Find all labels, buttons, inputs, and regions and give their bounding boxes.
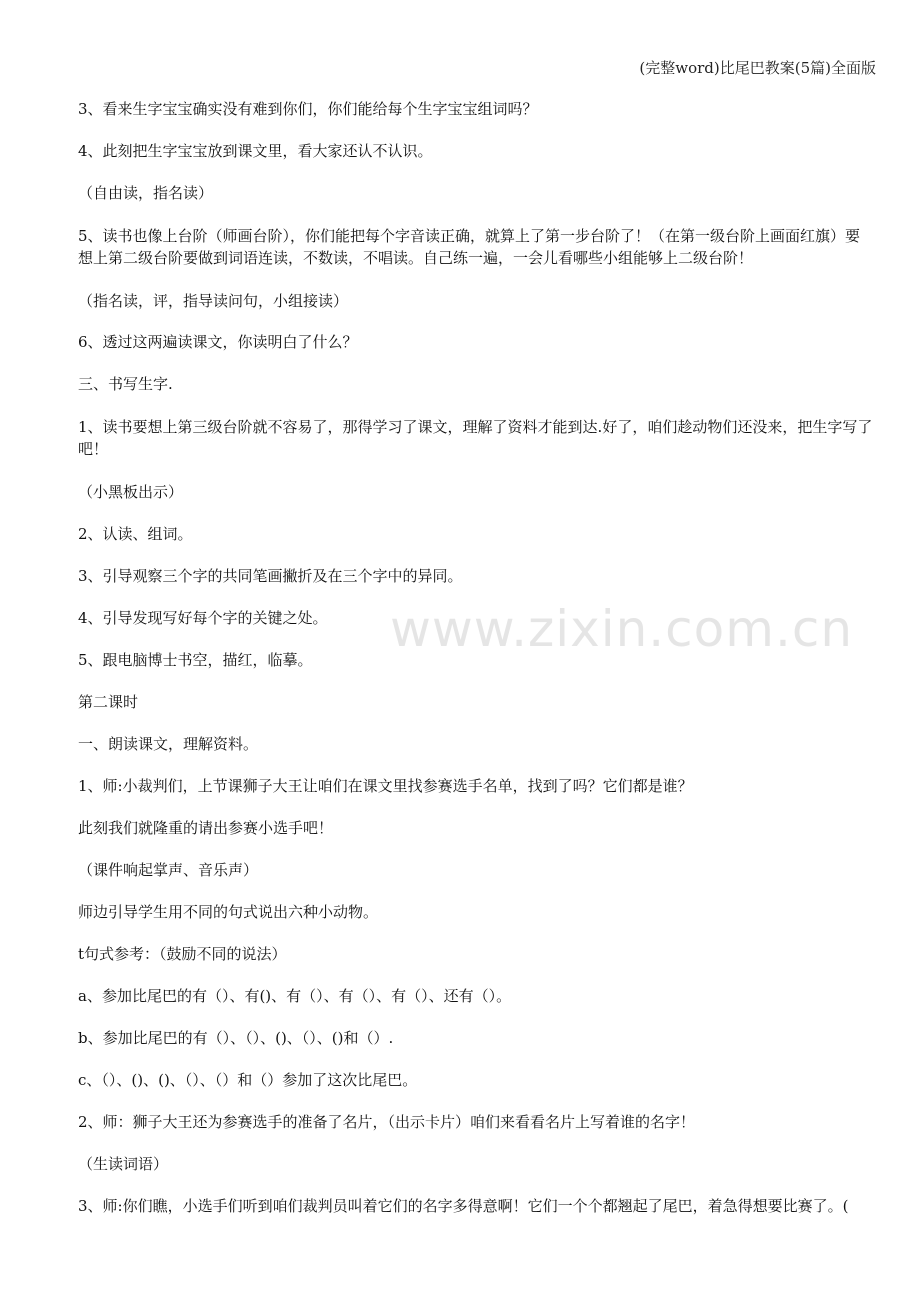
section-heading: 三、书写生字. — [78, 375, 173, 393]
paragraph: 2、认读、组词。 — [78, 525, 193, 543]
paragraph: c、（）、()、()、（）、（）和（）参加了这次比尾巴。 — [78, 1071, 418, 1089]
paragraph: （自由读，指名读） — [78, 184, 214, 202]
paragraph: 5、读书也像上台阶（师画台阶），你们能把每个字音读正确，就算上了第一步台阶了！（在第一级台阶上画面红旗）要想上第二级台阶要做到词语连读，不数读，不唱读。自己练一遍，一会儿看哪些小组能够上二级台阶！ — [78, 227, 861, 267]
paragraph: （生读词语） — [78, 1155, 169, 1173]
paragraph: 3、师:你们瞧，小选手们听到咱们裁判员叫着它们的名字多得意啊！它们一个个都翘起了尾巴，着急得想要比赛了。( — [78, 1197, 849, 1215]
paragraph: 3、引导观察三个字的共同笔画撇折及在三个字中的异同。 — [78, 567, 463, 585]
paragraph: 5、跟电脑博士书空，描红，临摹。 — [78, 651, 313, 669]
paragraph: t句式参考：（鼓励不同的说法） — [78, 945, 287, 963]
paragraph: 1、读书要想上第三级台阶就不容易了，那得学习了课文，理解了资料才能到达.好了，咱们趁动物们还没来，把生字写了吧！ — [78, 418, 873, 458]
section-heading: 第二课时 — [78, 693, 139, 711]
paragraph: 1、师:小裁判们，上节课狮子大王让咱们在课文里找参赛选手名单，找到了吗？它们都是谁？ — [78, 777, 693, 795]
paragraph: b、参加比尾巴的有（）、（）、()、（）、()和（）. — [78, 1029, 394, 1047]
watermark: www.zixin.com.cn — [390, 600, 854, 658]
paragraph: （课件响起掌声、音乐声） — [78, 861, 259, 879]
paragraph: a、参加比尾巴的有（）、有()、有（）、有（）、有（）、还有（）。 — [78, 987, 512, 1005]
paragraph: （指名读，评，指导读问句，小组接读） — [78, 292, 349, 310]
paragraph: 6、透过这两遍读课文，你读明白了什么？ — [78, 333, 358, 351]
paragraph: 此刻我们就隆重的请出参赛小选手吧！ — [78, 819, 334, 837]
document-header: (完整word)比尾巴教案(5篇)全面版 — [639, 59, 876, 77]
paragraph: 4、引导发现写好每个字的关键之处。 — [78, 609, 328, 627]
paragraph: 4、此刻把生字宝宝放到课文里，看大家还认不认识。 — [78, 142, 433, 160]
paragraph: （小黑板出示） — [78, 483, 184, 501]
document-body — [78, 98, 873, 1217]
section-heading: 一、朗读课文，理解资料。 — [78, 735, 259, 753]
paragraph: 师边引导学生用不同的句式说出六种小动物。 — [78, 903, 379, 921]
paragraph: 2、师：狮子大王还为参赛选手的准备了名片，（出示卡片）咱们来看看名片上写着谁的名字！ — [78, 1113, 696, 1131]
paragraph: 3、看来生字宝宝确实没有难到你们，你们能给每个生字宝宝组词吗？ — [78, 100, 538, 118]
